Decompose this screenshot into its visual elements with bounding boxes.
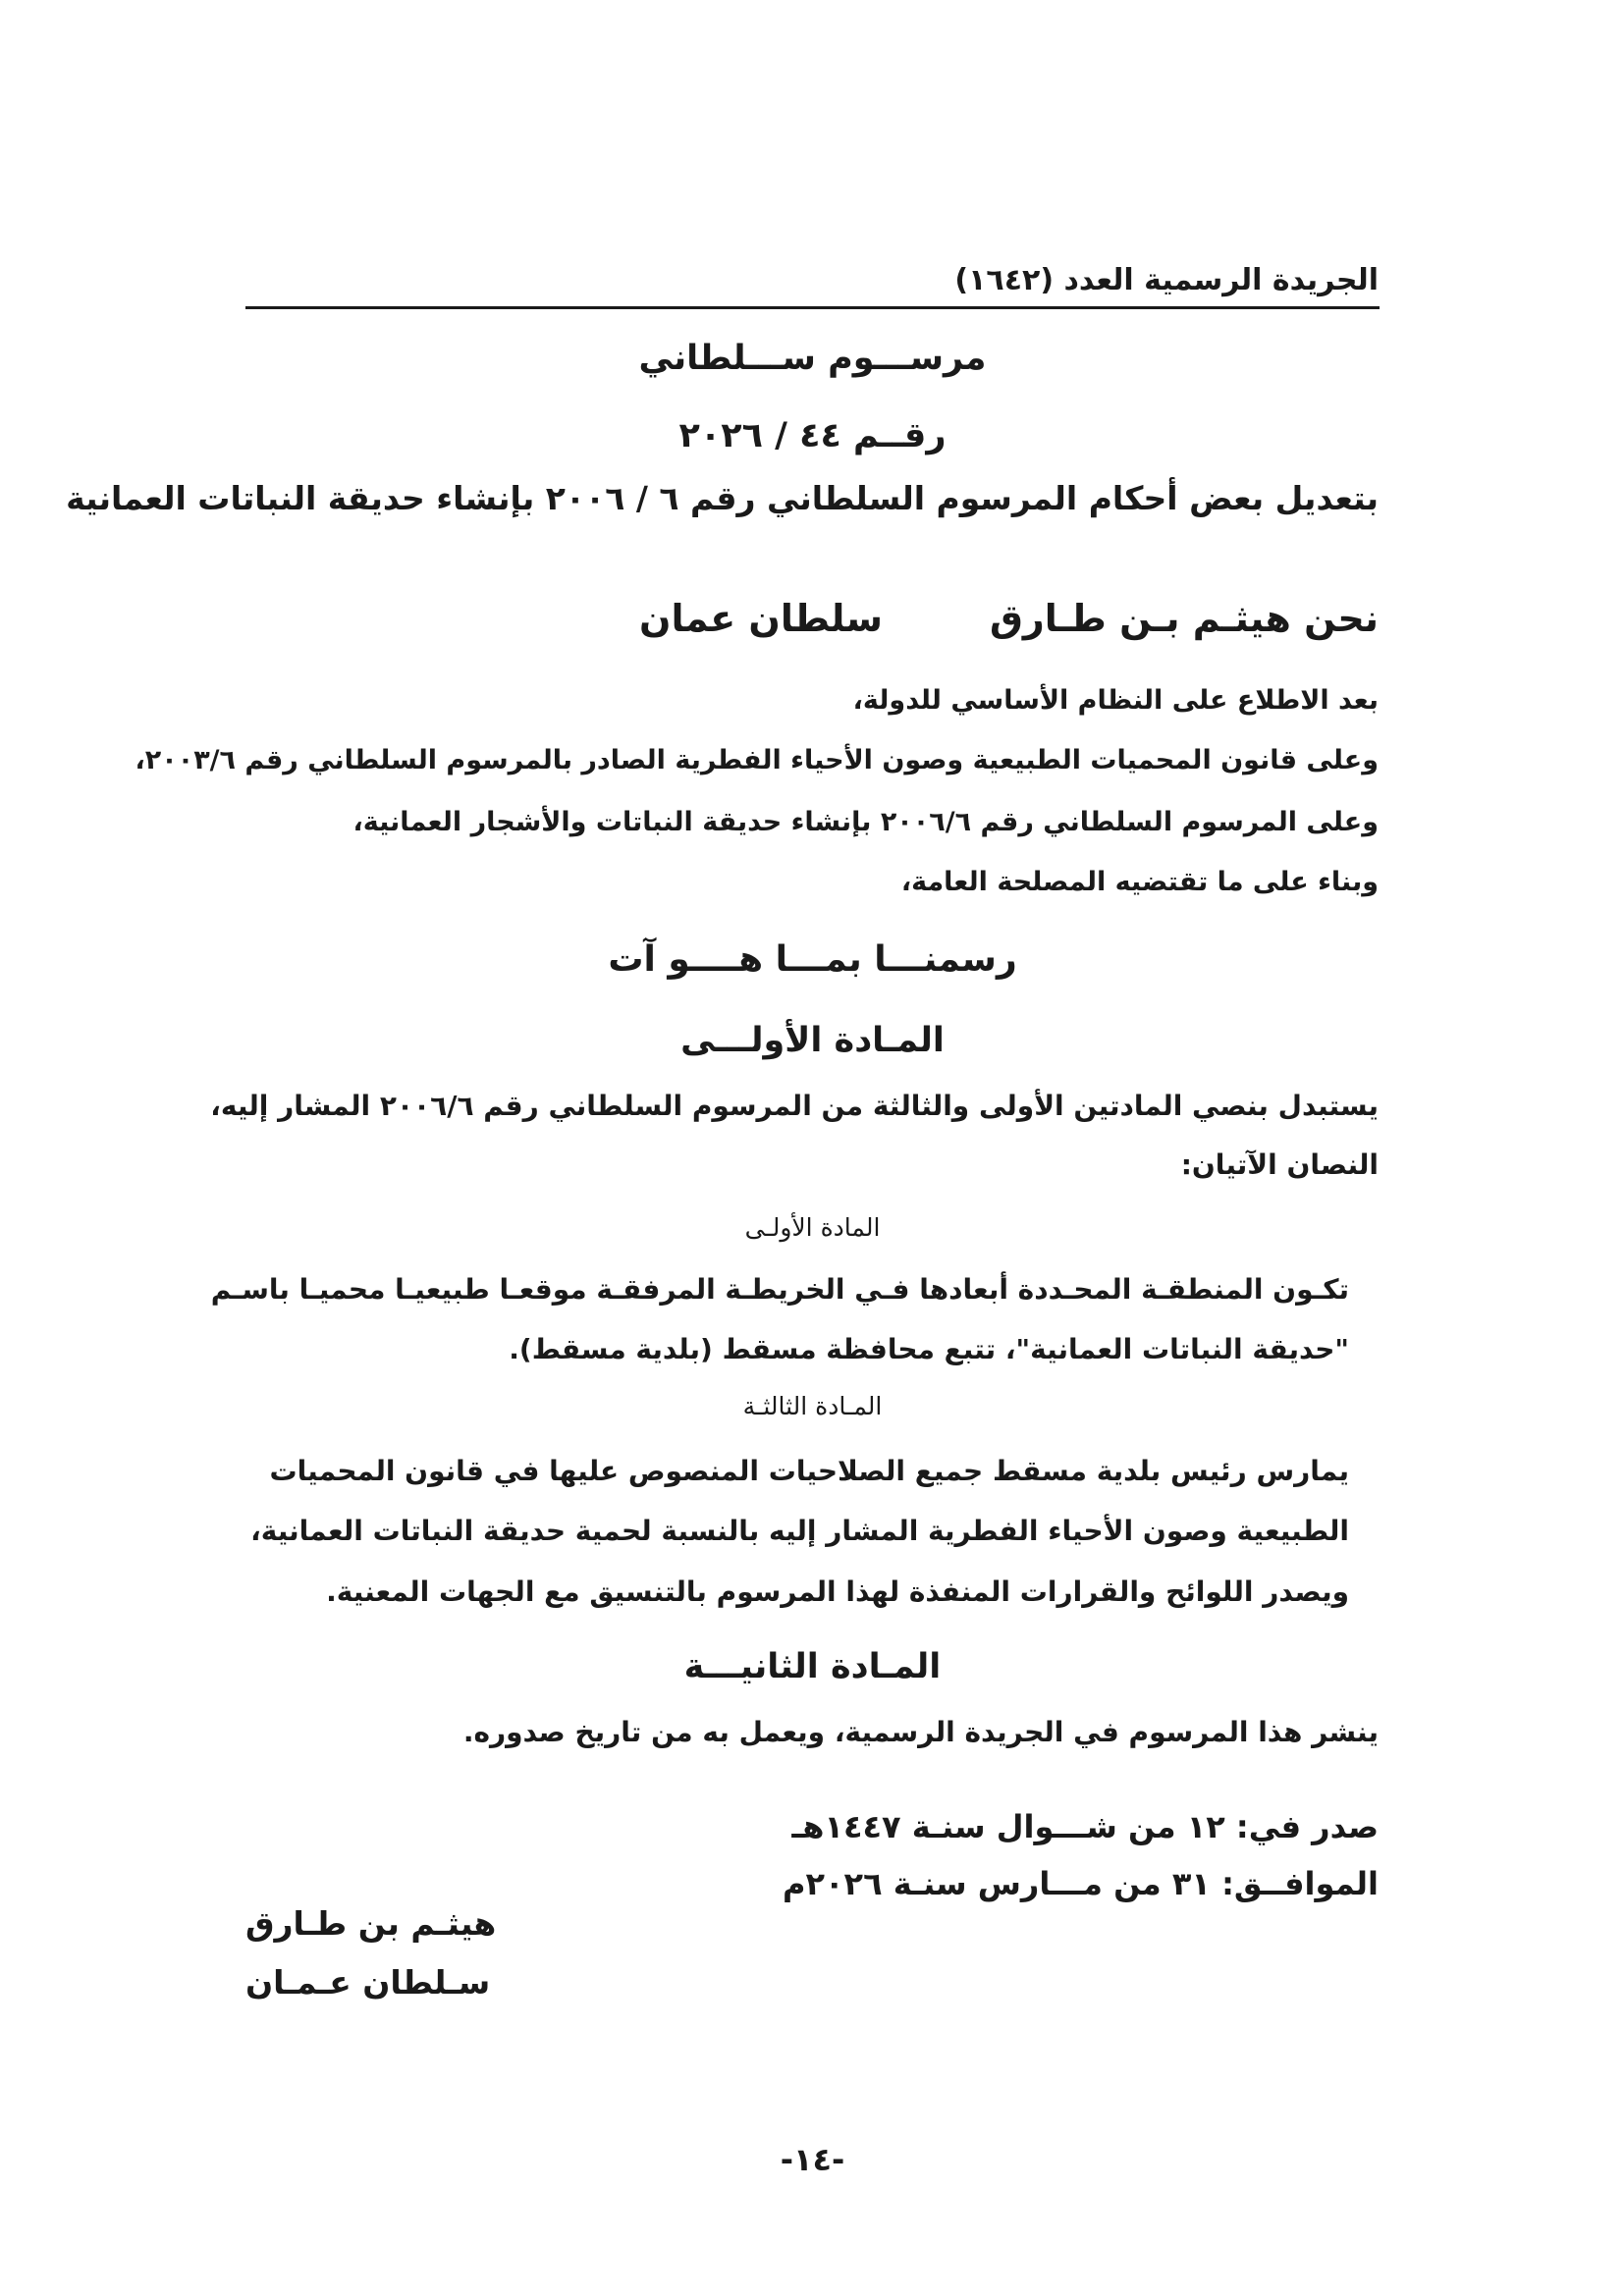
sovereign-title: سلطان عمان — [639, 597, 883, 640]
article-2-heading: المـادة الثانيـــة — [683, 1647, 942, 1686]
running-header: الجريدة الرسمية العدد (١٦٤٢) — [954, 263, 1379, 297]
sub-article-first-text: تكـون المنطقـة المحـددة أبعادها فـي الخريطـة المرفقـة موقعـا طبيعيـا محميـا باسـم — [210, 1273, 1349, 1306]
signature-name: هيثـم بن طـارق — [245, 1904, 497, 1943]
header-rule — [245, 306, 1380, 309]
sub-article-third-heading: المـادة الثالثـة — [742, 1392, 883, 1420]
sub-article-first-heading: المادة الأولـى — [744, 1213, 881, 1242]
issuance-date-gregorian: الموافــق: ٣١ من مـــارس سنـة ٢٠٢٦م — [783, 1865, 1379, 1902]
issuance-date-hijri: صدر في: ١٢ من شـــوال سنـة ١٤٤٧هـ — [791, 1808, 1379, 1845]
decree-type-title: مرســـوم ســـلطاني — [638, 339, 987, 378]
article-1-text: النصان الآتيان: — [1180, 1148, 1379, 1181]
preamble-line: وعلى قانون المحميات الطبيعية وصون الأحياء الفطرية الصادر بالمرسوم السلطاني رقم ٢٠٠٣/٦، — [135, 745, 1379, 775]
sovereign-name: نحن هيثـم بـن طـارق — [989, 597, 1379, 640]
decree-heading: رسمنـــا بمـــا هــــو آت — [608, 939, 1017, 980]
decree-subject: بتعديل بعض أحكام المرسوم السلطاني رقم ٦ / ٢٠٠٦ بإنشاء حديقة النباتات العمانية — [66, 479, 1379, 517]
sub-article-third-text: يمارس رئيس بلدية مسقط جميع الصلاحيات المنصوص عليها في قانون المحميات — [269, 1455, 1349, 1487]
sub-article-first-text: "حديقة النباتات العمانية"، تتبع محافظة مسقط (بلدية مسقط). — [509, 1333, 1349, 1365]
page-number: -١٤- — [780, 2141, 845, 2178]
preamble-line: وبناء على ما تقتضيه المصلحة العامة، — [900, 867, 1379, 897]
sub-article-third-text: الطبيعية وصون الأحياء الفطرية المشار إليه بالنسبة لحمية حديقة النباتات العمانية، — [250, 1515, 1349, 1547]
article-2-text: ينشر هذا المرسوم في الجريدة الرسمية، ويعمل به من تاريخ صدوره. — [462, 1716, 1379, 1748]
preamble-line: وعلى المرسوم السلطاني رقم ٢٠٠٦/٦ بإنشاء حديقة النباتات والأشجار العمانية، — [352, 807, 1379, 837]
article-1-heading: المـادة الأولـــى — [680, 1021, 945, 1060]
sub-article-third-text: ويصدر اللوائح والقرارات المنفذة لهذا المرسوم بالتنسيق مع الجهات المعنية. — [326, 1575, 1349, 1608]
preamble-line: بعد الاطلاع على النظام الأساسي للدولة، — [852, 685, 1379, 716]
decree-number: رقــم ٤٤ / ٢٠٢٦ — [678, 416, 947, 455]
signature-title: سـلطان عـمـان — [245, 1963, 491, 2002]
article-1-text: يستبدل بنصي المادتين الأولى والثالثة من المرسوم السلطاني رقم ٢٠٠٦/٦ المشار إليه، — [210, 1090, 1379, 1122]
